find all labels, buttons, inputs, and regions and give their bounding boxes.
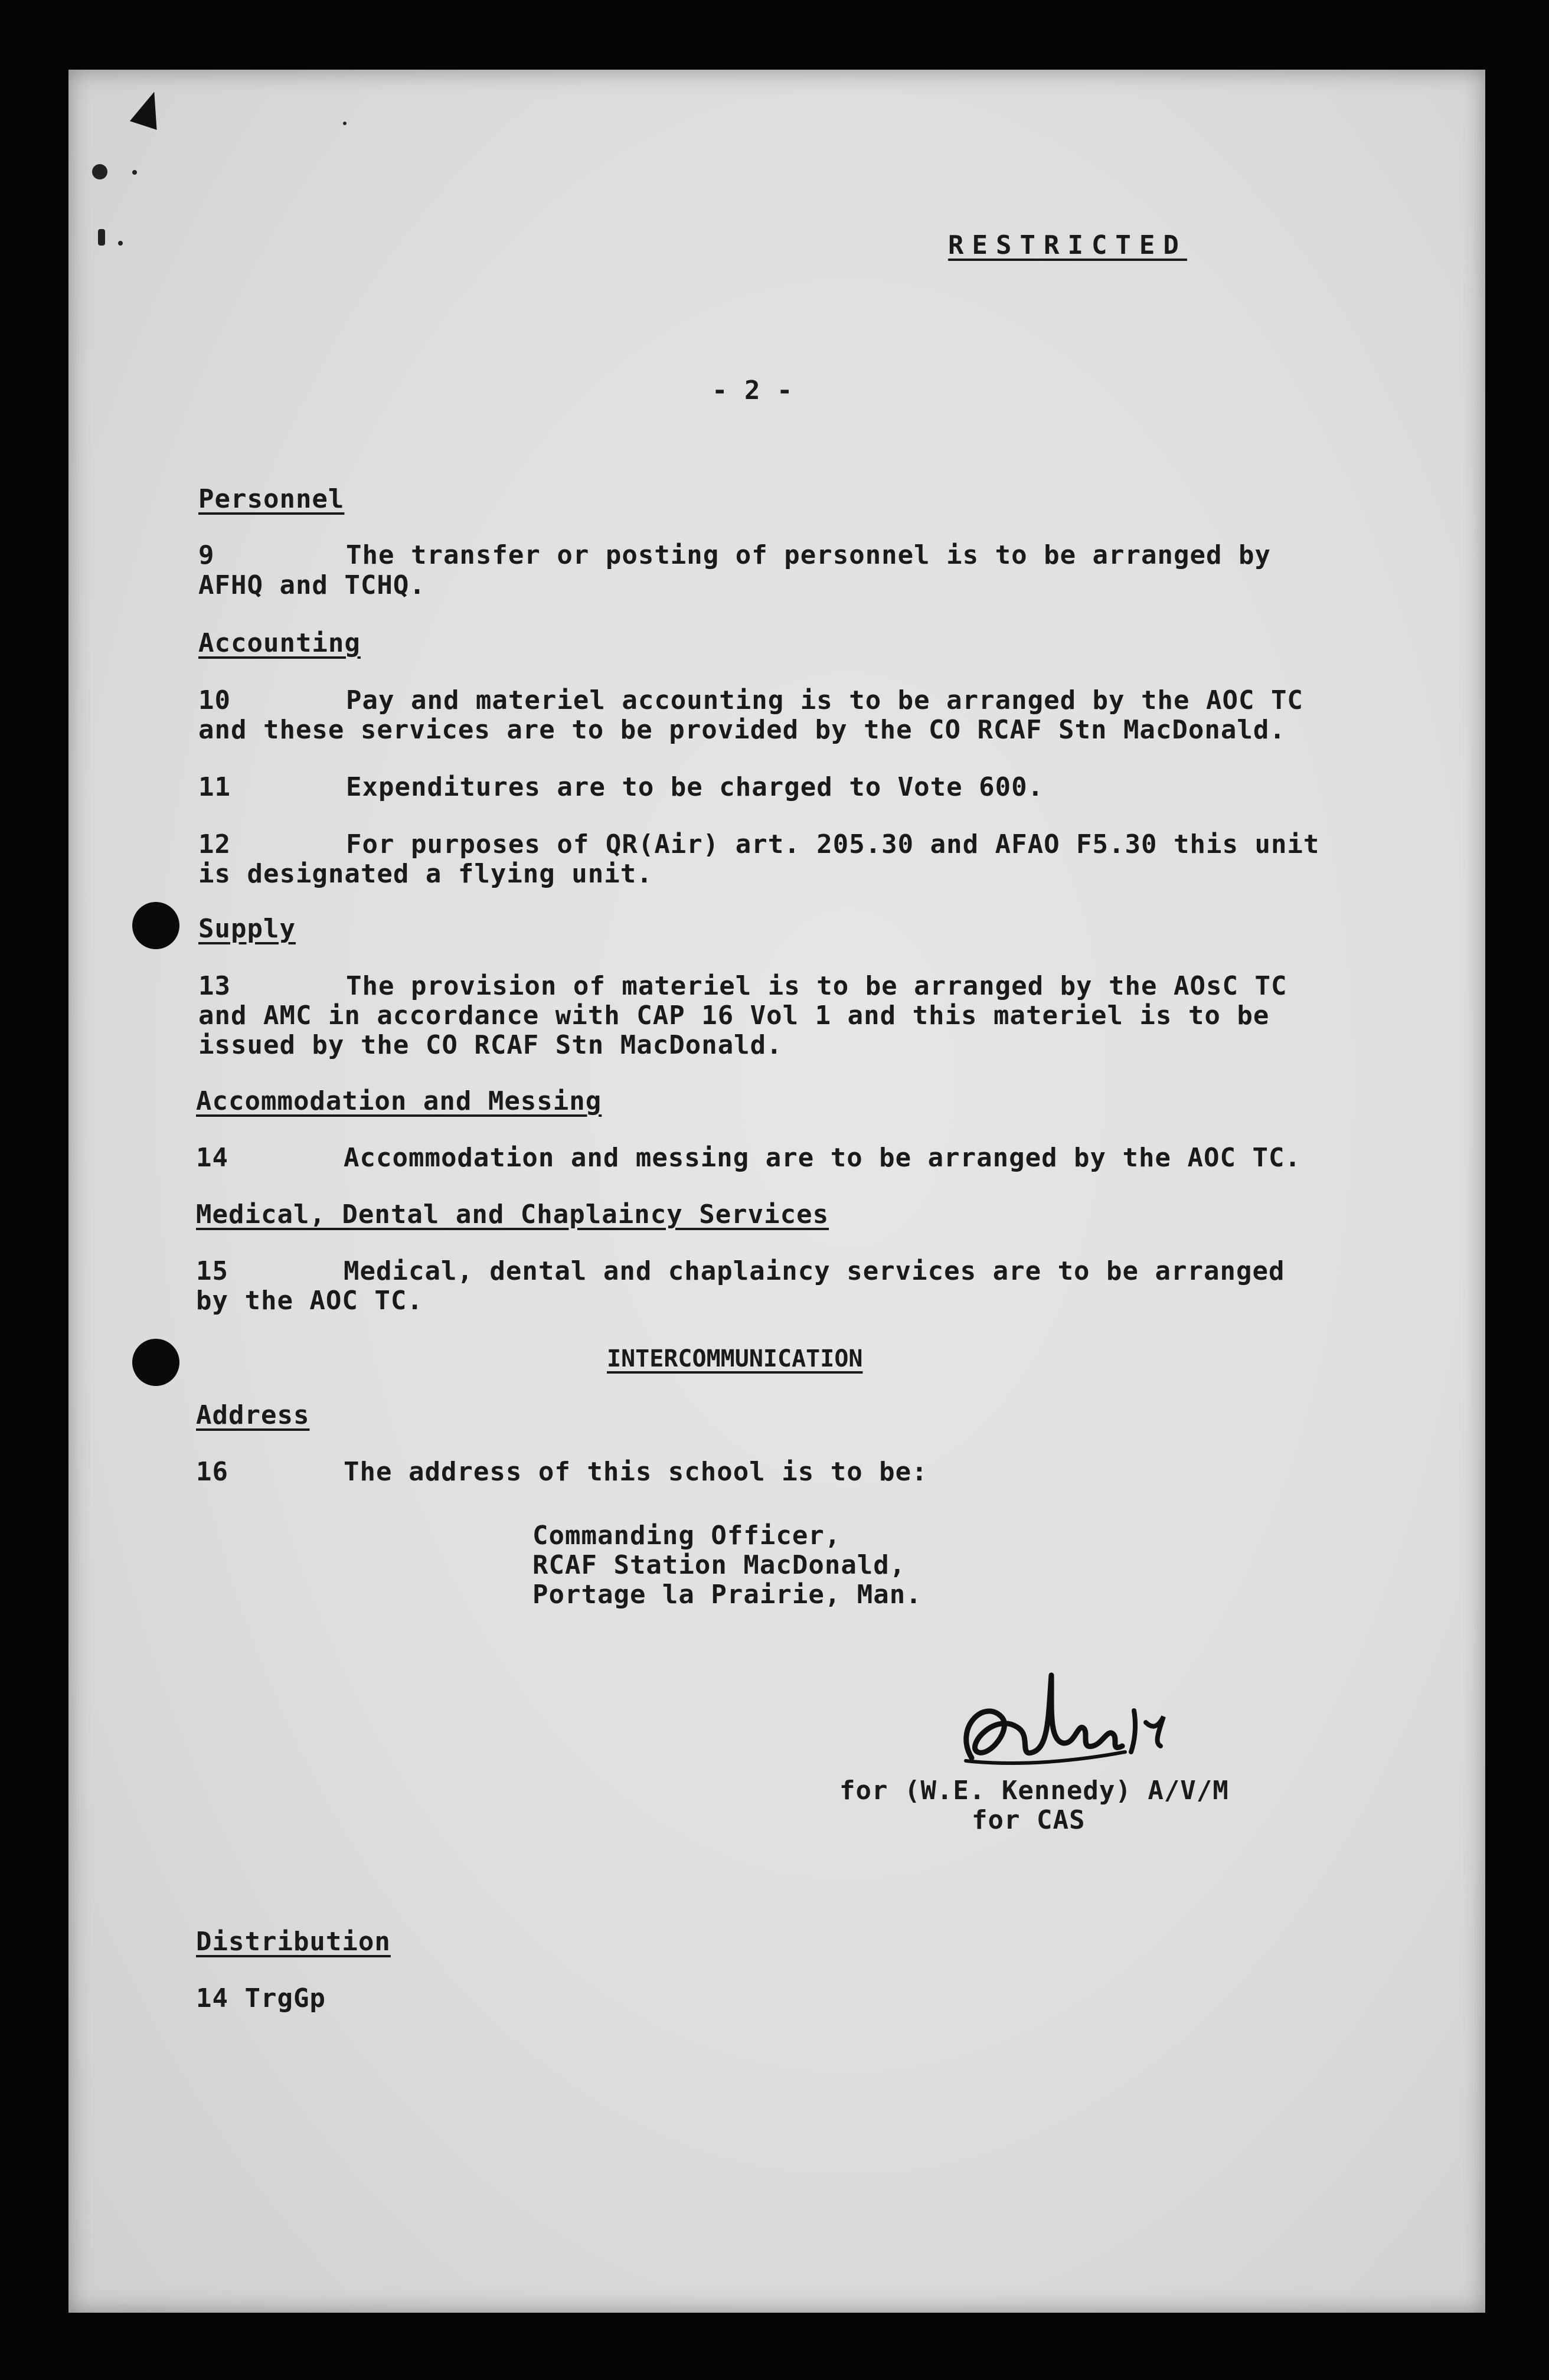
paragraph-text: Expenditures are to be charged to Vote 600. [346,772,1044,802]
paragraph-text: and AMC in accordance with CAP 16 Vol 1 and this materiel is to be [198,1001,1270,1031]
paragraph-text: Pay and materiel accounting is to be arranged by the AOC TC [346,685,1303,715]
section-heading-accounting: Accounting [198,628,361,658]
speck [98,229,105,246]
paragraph-text: Accommodation and messing are to be arranged by the AOC TC. [344,1143,1301,1173]
signature-line: for CAS [972,1805,1086,1835]
paragraph-text: For purposes of QR(Air) art. 205.30 and AFAO F5.30 this unit [346,829,1320,859]
paragraph-text: The provision of materiel is to be arranged by the AOsC TC [346,971,1287,1001]
speck [132,170,137,175]
paragraph-number: 10 [198,685,231,715]
section-heading-supply: Supply [198,914,296,944]
section-heading-accommodation: Accommodation and Messing [196,1086,602,1116]
paragraph-text: Medical, dental and chaplaincy services are to be arranged [344,1256,1285,1286]
punch-hole [132,1339,179,1386]
section-heading-intercommunication: INTERCOMMUNICATION [607,1345,863,1372]
edge-mark [130,87,168,130]
paragraph-text: is designated a flying unit. [198,859,653,889]
address-line: RCAF Station MacDonald, [532,1550,906,1580]
paragraph-number: 16 [196,1457,228,1487]
paragraph-text: and these services are to be provided by the CO RCAF Stn MacDonald. [198,715,1286,745]
paragraph-number: 9 [198,540,215,570]
paragraph-text: The address of this school is to be: [344,1457,928,1487]
classification-marking: RESTRICTED [948,230,1187,260]
paragraph-text: by the AOC TC. [196,1286,423,1316]
section-heading-address: Address [196,1400,310,1430]
address-line: Portage la Prairie, Man. [532,1580,922,1610]
page-number: - 2 - [712,375,793,406]
paragraph-text: AFHQ and TCHQ. [198,570,426,600]
punch-hole [132,902,179,949]
section-heading-personnel: Personnel [198,484,345,514]
document-page [68,70,1485,2313]
paragraph-number: 15 [196,1256,228,1286]
paragraph-text: The transfer or posting of personnel is to be arranged by [346,540,1271,570]
paragraph-number: 13 [198,971,231,1001]
section-heading-medical: Medical, Dental and Chaplaincy Services [196,1199,829,1230]
handwritten-signature [930,1640,1178,1793]
speck [118,241,123,246]
paragraph-text: issued by the CO RCAF Stn MacDonald. [198,1030,783,1060]
paragraph-number: 12 [198,829,231,859]
section-heading-distribution: Distribution [196,1927,391,1957]
paragraph-number: 11 [198,772,231,802]
address-line: Commanding Officer, [532,1521,841,1551]
speck [92,164,107,179]
distribution-entry: 14 TrgGp [196,1983,326,2013]
paragraph-number: 14 [196,1143,228,1173]
signature-line: for (W.E. Kennedy) A/V/M [839,1776,1229,1806]
speck [343,122,347,125]
